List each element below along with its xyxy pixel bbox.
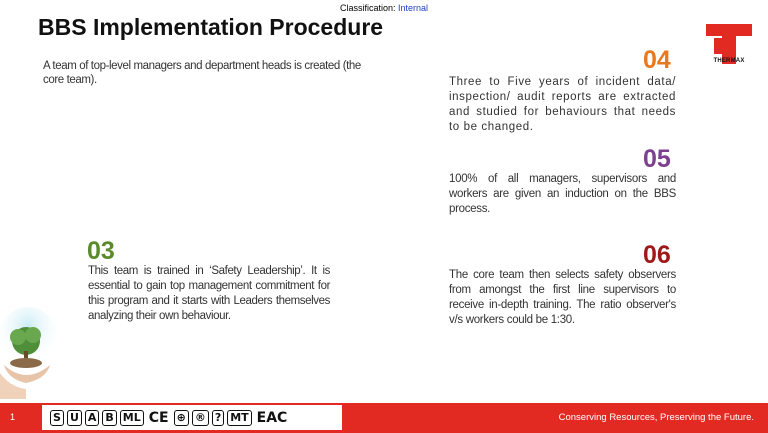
cert-globe-icon: ⊕: [174, 410, 189, 426]
cert-u-icon: U: [67, 410, 82, 426]
cert-question-icon: ?: [212, 410, 224, 426]
step-number-03: 03: [87, 237, 115, 265]
logo-text: THERMAX: [713, 58, 745, 64]
step-number-04: 04: [643, 46, 671, 74]
step-03-text: This team is trained in ‘Safety Leadership’. It is essential to gain top management commitment for this program and it starts with Leaders themselves analyzing their own behaviour.: [88, 265, 330, 322]
step-number-06: 06: [643, 241, 671, 269]
footer-tagline: Conserving Resources, Preserving the Future.: [558, 412, 754, 423]
cert-ce-icon: CE: [148, 409, 169, 426]
certification-strip: [42, 405, 342, 430]
page-number: 1: [10, 412, 16, 422]
step-06-text: The core team then selects safety observers from amongst the first line supervisors to receive in-depth training. The ratio observer's v/s workers could be 1:30.: [449, 269, 676, 326]
classification-value: Internal: [398, 3, 429, 13]
cert-ml-icon: ML: [120, 410, 144, 426]
footer-bar: [0, 403, 768, 433]
cert-b-icon: B: [102, 410, 116, 426]
step-number-05: 05: [643, 145, 671, 173]
cert-registered-icon: ®: [192, 410, 209, 426]
classification-key: Classification:: [339, 3, 396, 13]
cert-mt-icon: MT: [227, 410, 251, 426]
classification-label: [0, 3, 768, 13]
step-core-team-text: A team of top-level managers and department heads is created (the core team).: [43, 60, 361, 86]
cert-a-icon: A: [85, 410, 100, 426]
step-05-text: 100% of all managers, supervisors and workers are given an induction on the BBS process.: [449, 173, 676, 215]
step-04-text: Three to Five years of incident data/ inspection/ audit reports are extracted and studied for behaviours that needs to be changed.: [449, 76, 676, 133]
slide-title: BBS Implementation Procedure: [38, 14, 384, 40]
tree-in-hands-icon: [0, 307, 60, 399]
cert-s-icon: S: [50, 410, 64, 426]
cert-eac-icon: EAC: [256, 409, 288, 426]
